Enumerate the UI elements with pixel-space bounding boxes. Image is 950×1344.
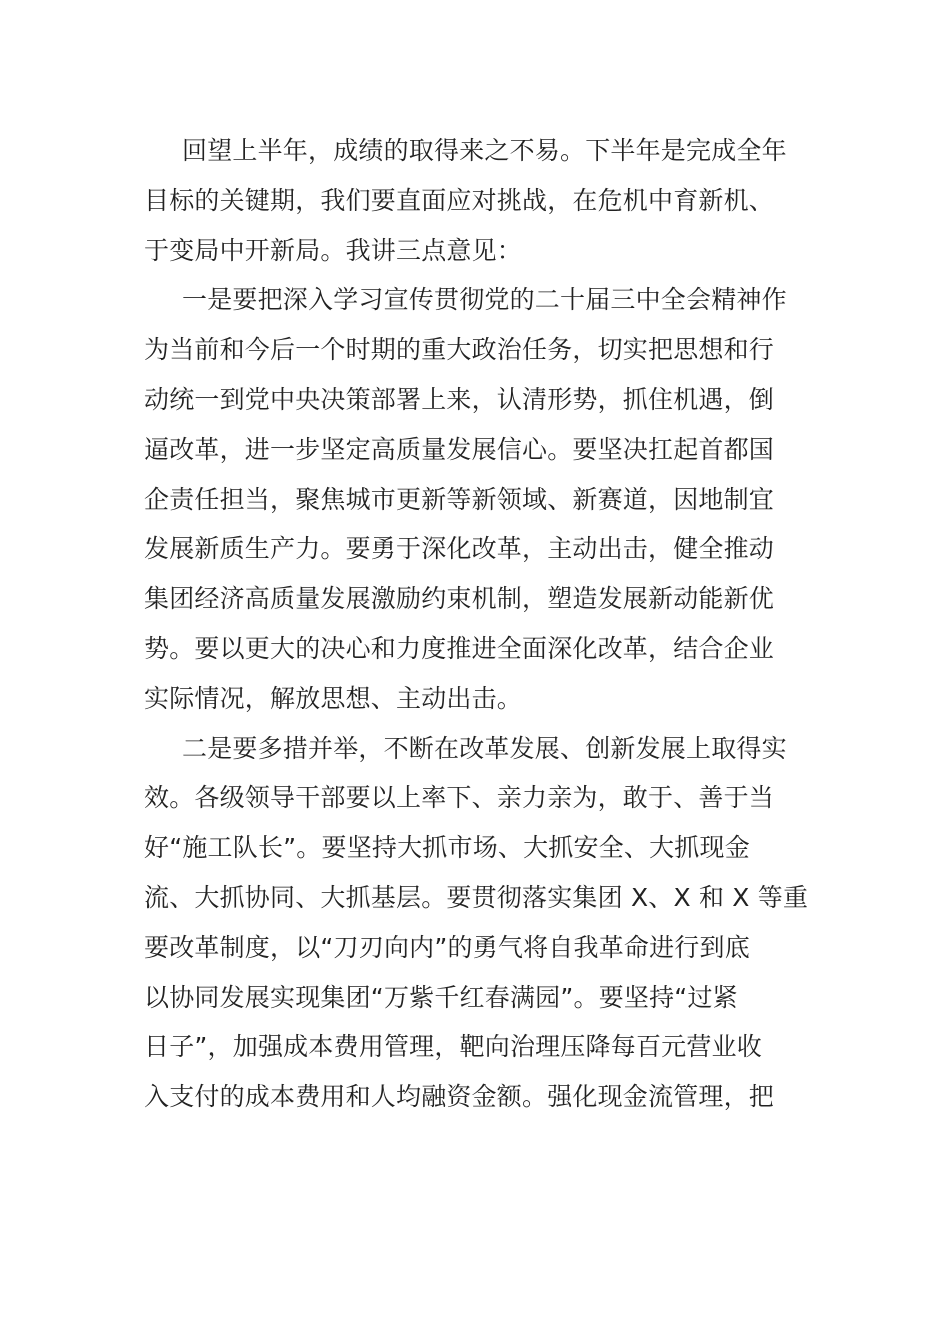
paragraph-intro xyxy=(144,126,808,275)
text-line: 好“施工队长”。要坚持大抓市场、大抓安全、大抓现金 xyxy=(144,833,750,863)
text-line: 流、大抓协同、大抓基层。要贯彻落实集团 X、X 和 X 等重 xyxy=(144,882,809,912)
text-line: 势。要以更大的决心和力度推进全面深化改革，结合企业 xyxy=(144,633,775,663)
text-line: 实际情况，解放思想、主动出击。 xyxy=(144,683,523,713)
text-line: 以协同发展实现集团“万紫千红春满园”。要坚持“过紧 xyxy=(144,982,738,1012)
text-line: 回望上半年，成绩的取得来之不易。下半年是完成全年 xyxy=(182,136,787,165)
paragraph-point-two xyxy=(144,724,808,1122)
text-line: 效。各级领导干部要以上率下、亲力亲为，敢于、善于当 xyxy=(144,783,775,813)
text-line: 集团经济高质量发展激励约束机制，塑造发展新动能新优 xyxy=(144,584,775,614)
text-line: 日子”，加强成本费用管理，靶向治理压降每百元营业收 xyxy=(144,1032,762,1062)
text-line: 发展新质生产力。要勇于深化改革，主动出击，健全推动 xyxy=(144,534,775,564)
paragraph-point-one xyxy=(144,275,808,723)
text-line: 目标的关键期，我们要直面应对挑战，在危机中育新机、 xyxy=(144,185,775,215)
text-line: 于变局中开新局。我讲三点意见： xyxy=(144,235,523,265)
text-line: 动统一到党中央决策部署上来，认清形势，抓住机遇，倒 xyxy=(144,384,775,414)
text-line: 逼改革，进一步坚定高质量发展信心。要坚决扛起首都国 xyxy=(144,434,775,464)
text-line: 入支付的成本费用和人均融资金额。强化现金流管理，把 xyxy=(144,1082,775,1112)
text-line: 二是要多措并举，不断在改革发展、创新发展上取得实 xyxy=(182,733,787,763)
text-line: 企责任担当，聚焦城市更新等新领域、新赛道，因地制宜 xyxy=(144,484,775,514)
text-line: 一是要把深入学习宣传贯彻党的二十届三中全会精神作 xyxy=(182,285,787,315)
text-line: 为当前和今后一个时期的重大政治任务，切实把思想和行 xyxy=(144,335,775,365)
document-body xyxy=(144,126,808,1122)
text-line: 要改革制度，以“刀刃向内”的勇气将自我革命进行到底 xyxy=(144,932,750,962)
